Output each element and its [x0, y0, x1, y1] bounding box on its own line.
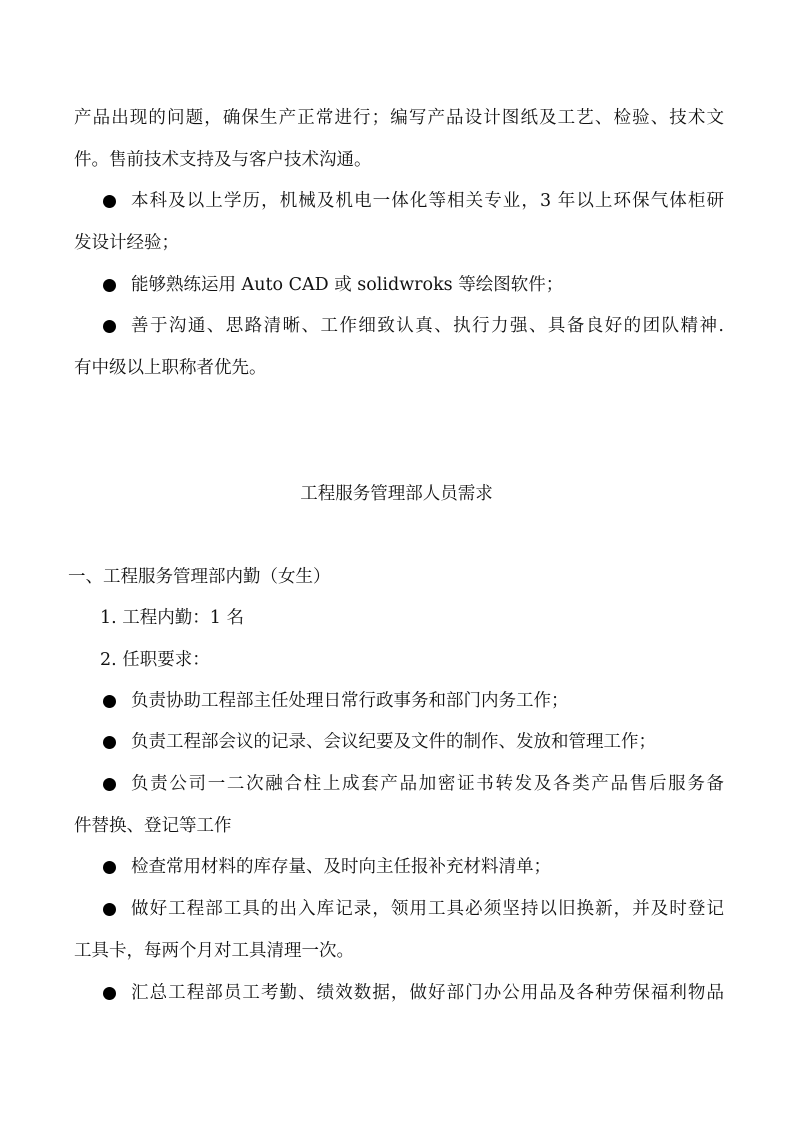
bullet-text: 做好工程部工具的出入库记录，领用工具必须坚持以旧换新，并及时登记: [131, 899, 724, 919]
numbered-item: 2. 任职要求：: [100, 650, 210, 670]
bullet-text: 检查常用材料的库存量、及时向主任报补充材料清单；: [131, 857, 551, 877]
bullet-icon: [103, 736, 116, 749]
numbered-item: 1. 工程内勤：1 名: [100, 608, 244, 628]
bullet-text: 负责公司一二次融合柱上成套产品加密证书转发及各类产品售后服务备: [131, 774, 724, 794]
bullet-icon: [103, 695, 116, 708]
bullet-text: 汇总工程部员工考勤、绩效数据，做好部门办公用品及各种劳保福利物品: [131, 983, 724, 1003]
section-title: 工程服务管理部人员需求: [300, 484, 493, 504]
bullet-icon: [103, 903, 116, 916]
bullet-icon: [103, 279, 116, 292]
bullet-text-continuation: 件替换、登记等工作: [74, 816, 232, 836]
paragraph-line: 产品出现的问题，确保生产正常进行；编写产品设计图纸及工艺、检验、技术文: [74, 108, 724, 128]
section-heading: 一、工程服务管理部内勤（女生）: [68, 567, 331, 587]
bullet-icon: [103, 195, 116, 208]
bullet-text: 负责工程部会议的记录、会议纪要及文件的制作、发放和管理工作；: [131, 732, 656, 752]
bullet-text: 善于沟通、思路清晰、工作细致认真、执行力强、具备良好的团队精神.: [131, 316, 724, 336]
bullet-icon: [103, 861, 116, 874]
bullet-text: 负责协助工程部主任处理日常行政事务和部门内务工作；: [131, 691, 569, 711]
bullet-text-continuation: 发设计经验；: [74, 233, 179, 253]
bullet-text: 能够熟练运用 Auto CAD 或 solidwroks 等绘图软件；: [131, 275, 564, 295]
paragraph-line: 件。售前技术支持及与客户技术沟通。: [74, 150, 372, 170]
bullet-icon: [103, 987, 116, 1000]
bullet-text-continuation: 有中级以上职称者优先。: [74, 358, 267, 378]
bullet-text: 本科及以上学历，机械及机电一体化等相关专业，3 年以上环保气体柜研: [131, 191, 724, 211]
bullet-icon: [103, 778, 116, 791]
bullet-text-continuation: 工具卡，每两个月对工具清理一次。: [74, 941, 354, 961]
bullet-icon: [103, 320, 116, 333]
